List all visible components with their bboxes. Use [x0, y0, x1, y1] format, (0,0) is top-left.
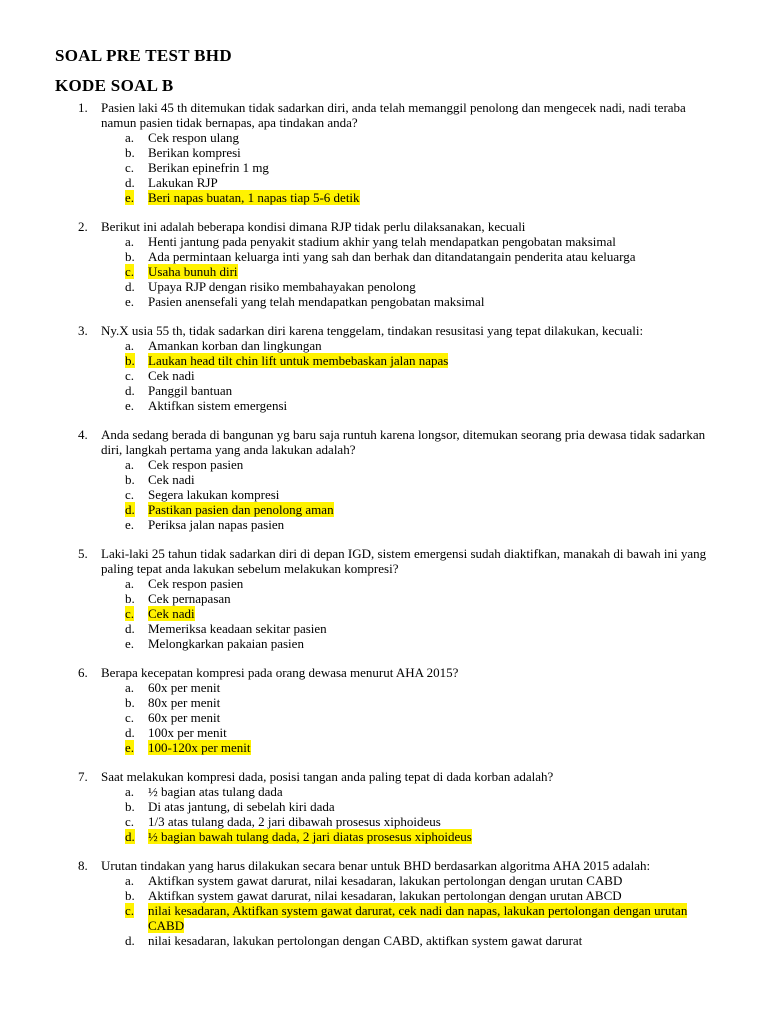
question-text: Urutan tindakan yang harus dilakukan secara benar untuk BHD berdasarkan algoritma AHA 2015 adalah: [101, 858, 651, 873]
option-text-wrap [148, 264, 718, 279]
option-letter: b. [125, 472, 135, 487]
option-text-wrap [148, 398, 718, 413]
answer-option [0, 383, 768, 398]
answer-option [0, 606, 768, 621]
question-number: 4. [78, 427, 88, 442]
option-text-wrap [148, 487, 718, 502]
option-text-wrap [148, 190, 718, 205]
option-letter: c. [125, 160, 135, 175]
option-letter: c. [125, 903, 135, 918]
option-text-wrap [148, 725, 718, 740]
option-letter: d. [125, 829, 135, 844]
option-text-wrap [148, 368, 718, 383]
option-letter: c. [125, 264, 135, 279]
answer-option [0, 814, 768, 829]
highlighted-answer: Beri napas buatan, 1 napas tiap 5-6 detik [148, 190, 360, 205]
option-text-wrap [148, 353, 718, 368]
option-text: Ada permintaan keluarga inti yang sah dan berhak dan ditandatangain penderita atau keluarga [148, 249, 636, 264]
option-letter: e. [125, 398, 135, 413]
question-number: 6. [78, 665, 88, 680]
option-text-wrap [148, 294, 718, 309]
option-text-wrap [148, 606, 718, 621]
option-text: Periksa jalan napas pasien [148, 517, 285, 532]
option-text-wrap [148, 472, 718, 487]
question-number: 5. [78, 546, 88, 561]
answer-option [0, 130, 768, 145]
option-text: 80x per menit [148, 695, 221, 710]
option-text-wrap [148, 457, 718, 472]
option-letter: a. [125, 234, 135, 249]
option-text: Memeriksa keadaan sekitar pasien [148, 621, 327, 636]
option-text: Aktifkan sistem emergensi [148, 398, 288, 413]
option-letter: a. [125, 680, 135, 695]
option-letter: b. [125, 799, 135, 814]
answer-option [0, 740, 768, 755]
option-text: Henti jantung pada penyakit stadium akhir yang telah mendapatkan pengobatan maksimal [148, 234, 616, 249]
question-text: Saat melakukan kompresi dada, posisi tangan anda paling tepat di dada korban adalah? [101, 769, 554, 784]
option-text-wrap [148, 279, 718, 294]
answer-option [0, 368, 768, 383]
question-text: Laki-laki 25 tahun tidak sadarkan diri di depan IGD, sistem emergensi sudah diaktifkan, manakah di bawah ini yang paling tepat anda lakukan sebelum melakukan kompresi? [101, 546, 707, 576]
option-text: 60x per menit [148, 680, 221, 695]
option-text: Pasien anensefali yang telah mendapatkan pengobatan maksimal [148, 294, 485, 309]
option-text-wrap [148, 710, 718, 725]
answer-option [0, 636, 768, 651]
option-text-wrap [148, 130, 718, 145]
question-text: Berapa kecepatan kompresi pada orang dewasa menurut AHA 2015? [101, 665, 459, 680]
option-letter: a. [125, 873, 135, 888]
option-text-wrap [148, 680, 718, 695]
answer-option [0, 933, 768, 948]
highlighted-answer: 100-120x per menit [148, 740, 251, 755]
answer-option [0, 517, 768, 532]
answer-option [0, 398, 768, 413]
question-number: 8. [78, 858, 88, 873]
option-text-wrap [148, 175, 718, 190]
option-text: Aktifkan system gawat darurat, nilai kesadaran, lakukan pertolongan dengan urutan ABCD [148, 888, 622, 903]
option-text-wrap [148, 249, 718, 264]
option-text: Cek pernapasan [148, 591, 231, 606]
question-text: Ny.X usia 55 th, tidak sadarkan diri karena tenggelam, tindakan resusitasi yang tepat dilakukan, kecuali: [101, 323, 644, 338]
answer-option [0, 487, 768, 502]
option-letter: e. [125, 190, 135, 205]
answer-option [0, 249, 768, 264]
option-text-wrap [148, 888, 718, 903]
answer-option [0, 576, 768, 591]
option-text-wrap [148, 814, 718, 829]
option-text: Melongkarkan pakaian pasien [148, 636, 304, 651]
option-text-wrap [148, 903, 718, 933]
question-1 [0, 100, 768, 205]
option-letter: c. [125, 710, 135, 725]
option-text-wrap [148, 234, 718, 249]
option-letter: b. [125, 888, 135, 903]
option-letter: d. [125, 621, 135, 636]
option-letter: c. [125, 606, 135, 621]
highlighted-answer: Laukan head tilt chin lift untuk membebaskan jalan napas [148, 353, 449, 368]
option-letter: a. [125, 338, 135, 353]
answer-option [0, 457, 768, 472]
option-text: Cek respon pasien [148, 576, 244, 591]
answer-option [0, 784, 768, 799]
option-text: Cek nadi [148, 368, 195, 383]
answer-option [0, 591, 768, 606]
question-text: Anda sedang berada di bangunan yg baru saja runtuh karena longsor, ditemukan seorang pria dewasa tidak sadarkan diri, langkah pertama yang anda lakukan adalah? [101, 427, 706, 457]
option-text-wrap [148, 383, 718, 398]
question-text: Pasien laki 45 th ditemukan tidak sadarkan diri, anda telah memanggil penolong dan mengecek nadi, nadi teraba namun pasien tidak bernapas, apa tindakan anda? [101, 100, 686, 130]
question-number: 3. [78, 323, 88, 338]
option-letter: c. [125, 487, 135, 502]
question-text: Berikut ini adalah beberapa kondisi dimana RJP tidak perlu dilaksanakan, kecuali [101, 219, 526, 234]
highlighted-answer: Cek nadi [148, 606, 195, 621]
answer-option [0, 353, 768, 368]
option-text: Cek respon pasien [148, 457, 244, 472]
option-letter: a. [125, 784, 135, 799]
option-text: Aktifkan system gawat darurat, nilai kesadaran, lakukan pertolongan dengan urutan CABD [148, 873, 623, 888]
document-title: SOAL PRE TEST BHD [55, 46, 232, 65]
highlighted-answer: ½ bagian bawah tulang dada, 2 jari diatas prosesus xiphoideus [148, 829, 472, 844]
option-letter: b. [125, 145, 135, 160]
option-text: Lakukan RJP [148, 175, 218, 190]
question-number: 2. [78, 219, 88, 234]
answer-option [0, 472, 768, 487]
option-text: nilai kesadaran, lakukan pertolongan dengan CABD, aktifkan system gawat darurat [148, 933, 583, 948]
answer-option [0, 338, 768, 353]
option-letter: e. [125, 740, 135, 755]
highlighted-answer: Pastikan pasien dan penolong aman [148, 502, 334, 517]
question-8 [0, 858, 768, 948]
answer-option [0, 279, 768, 294]
question-3 [0, 323, 768, 413]
answer-option [0, 680, 768, 695]
option-letter: c. [125, 368, 135, 383]
answer-option [0, 903, 768, 933]
option-text-wrap [148, 160, 718, 175]
answer-option [0, 145, 768, 160]
option-letter: d. [125, 383, 135, 398]
option-letter: d. [125, 175, 135, 190]
document-subtitle: KODE SOAL B [55, 76, 174, 95]
option-letter: d. [125, 933, 135, 948]
question-2 [0, 219, 768, 309]
option-letter: d. [125, 725, 135, 740]
answer-option [0, 175, 768, 190]
option-letter: b. [125, 353, 135, 368]
option-text: Upaya RJP dengan risiko membahayakan penolong [148, 279, 416, 294]
answer-option [0, 710, 768, 725]
option-text-wrap [148, 517, 718, 532]
answer-option [0, 190, 768, 205]
option-text-wrap [148, 576, 718, 591]
question-6 [0, 665, 768, 755]
answer-option [0, 725, 768, 740]
highlighted-answer: nilai kesadaran, Aktifkan system gawat darurat, cek nadi dan napas, lakukan pertolongan dengan urutan CABD [148, 903, 688, 933]
option-letter: b. [125, 591, 135, 606]
answer-option [0, 502, 768, 517]
option-text: Segera lakukan kompresi [148, 487, 280, 502]
question-4 [0, 427, 768, 532]
option-text: Cek nadi [148, 472, 195, 487]
answer-option [0, 888, 768, 903]
answer-option [0, 829, 768, 844]
option-text-wrap [148, 740, 718, 755]
option-text: 1/3 atas tulang dada, 2 jari dibawah prosesus xiphoideus [148, 814, 441, 829]
option-letter: e. [125, 517, 135, 532]
question-5 [0, 546, 768, 651]
highlighted-answer: Usaha bunuh diri [148, 264, 238, 279]
answer-option [0, 294, 768, 309]
option-letter: e. [125, 636, 135, 651]
option-text: 100x per menit [148, 725, 227, 740]
answer-option [0, 160, 768, 175]
answer-option [0, 799, 768, 814]
answer-option [0, 621, 768, 636]
option-text-wrap [148, 591, 718, 606]
option-letter: a. [125, 457, 135, 472]
option-text-wrap [148, 784, 718, 799]
option-text-wrap [148, 636, 718, 651]
option-text-wrap [148, 799, 718, 814]
option-letter: a. [125, 130, 135, 145]
question-7 [0, 769, 768, 844]
option-letter: d. [125, 502, 135, 517]
option-letter: e. [125, 294, 135, 309]
question-number: 1. [78, 100, 88, 115]
option-text-wrap [148, 873, 718, 888]
option-text: Di atas jantung, di sebelah kiri dada [148, 799, 335, 814]
option-text: Panggil bantuan [148, 383, 233, 398]
option-text: Cek respon ulang [148, 130, 239, 145]
option-letter: b. [125, 249, 135, 264]
option-letter: c. [125, 814, 135, 829]
option-text-wrap [148, 933, 718, 948]
option-text-wrap [148, 338, 718, 353]
option-text-wrap [148, 502, 718, 517]
answer-option [0, 695, 768, 710]
option-text: 60x per menit [148, 710, 221, 725]
option-letter: b. [125, 695, 135, 710]
option-text-wrap [148, 145, 718, 160]
option-letter: a. [125, 576, 135, 591]
option-text: Berikan kompresi [148, 145, 241, 160]
question-list [0, 100, 768, 962]
option-text-wrap [148, 621, 718, 636]
option-text-wrap [148, 695, 718, 710]
answer-option [0, 264, 768, 279]
answer-option [0, 873, 768, 888]
option-text: ½ bagian atas tulang dada [148, 784, 283, 799]
option-text: Berikan epinefrin 1 mg [148, 160, 269, 175]
question-number: 7. [78, 769, 88, 784]
option-letter: d. [125, 279, 135, 294]
answer-option [0, 234, 768, 249]
option-text-wrap [148, 829, 718, 844]
option-text: Amankan korban dan lingkungan [148, 338, 322, 353]
